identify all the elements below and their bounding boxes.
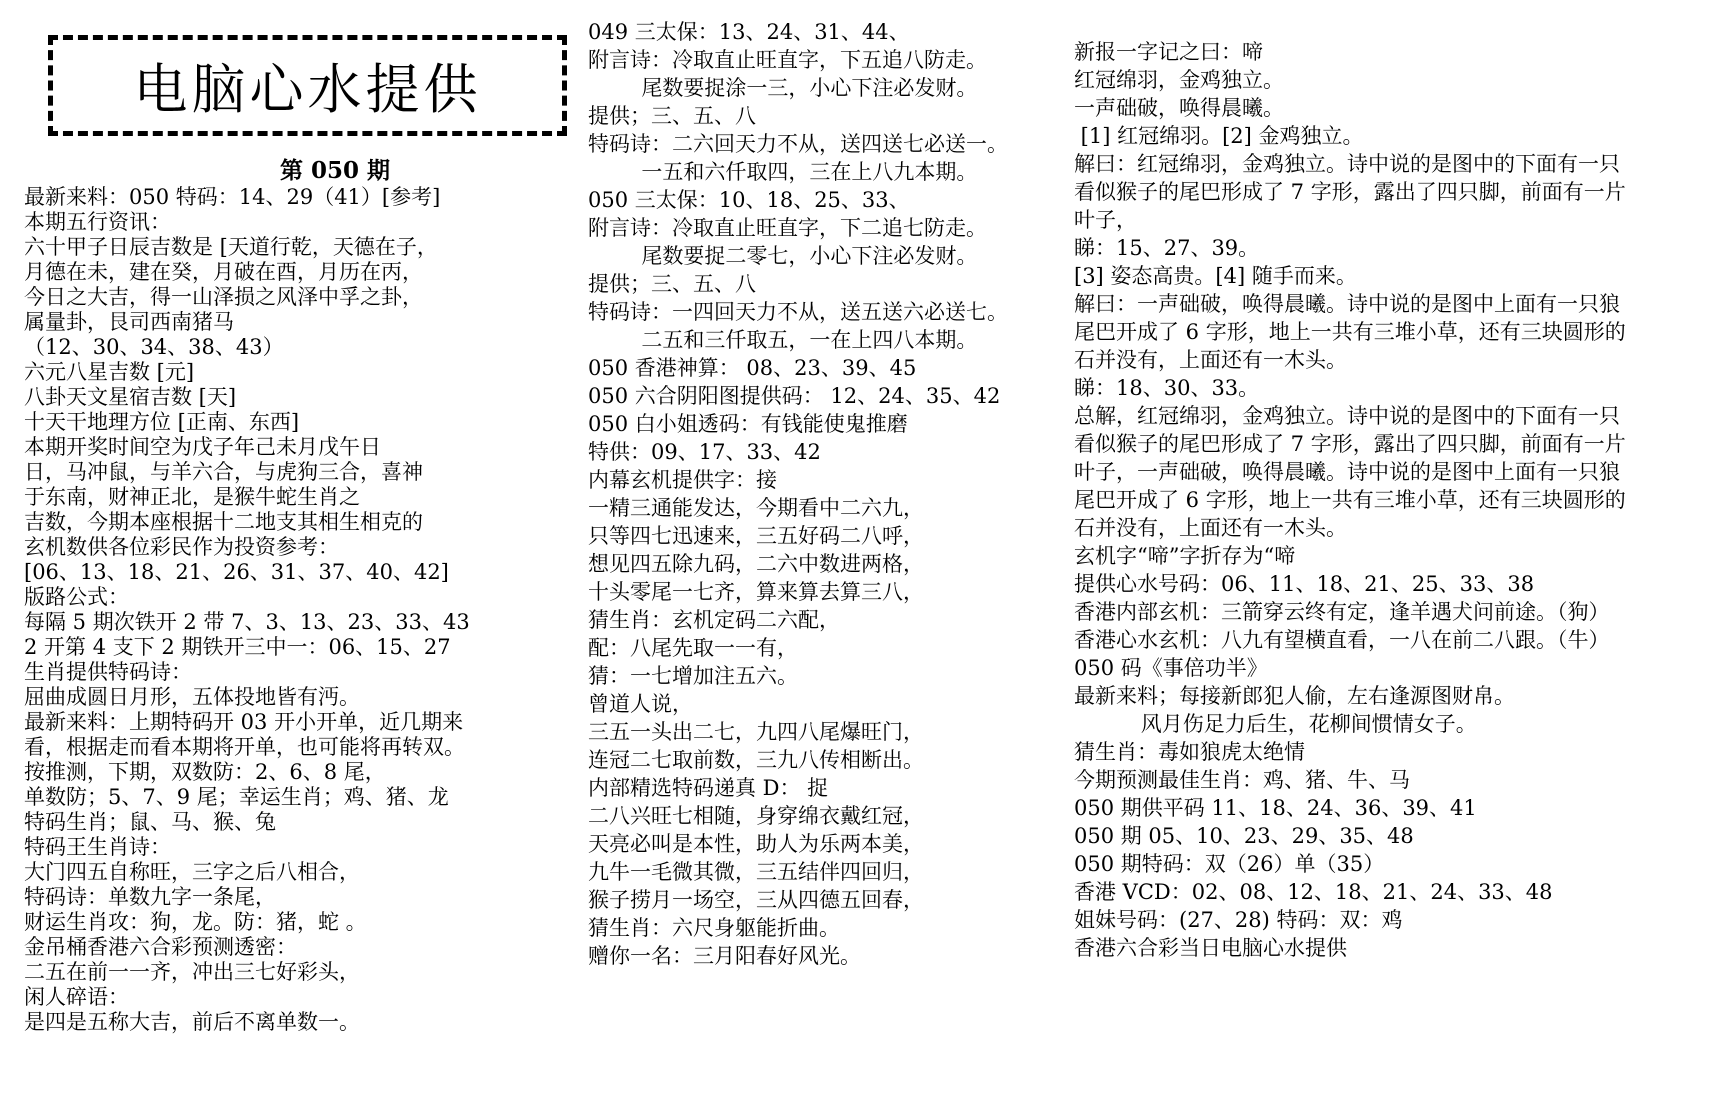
col3-text-line: 姐妹号码：(27、28) 特码：双：鸡 <box>1074 908 1403 932</box>
col3-text-line: 红冠绵羽，金鸡独立。 <box>1074 68 1284 92</box>
col2-text-line: 猜生肖：玄机定码二六配， <box>588 608 840 632</box>
col2-text-line: 050 香港神算： 08、23、39、45 <box>588 356 917 380</box>
col3-text-line: 看似猴子的尾巴形成了 7 字形，露出了四只脚，前面有一片 <box>1074 432 1626 456</box>
col1-text-line: 于东南，财神正北，是猴牛蛇生肖之 <box>24 485 360 509</box>
col3-text-line: 香港六合彩当日电脑心水提供 <box>1074 936 1347 960</box>
col3-text-line: 一声础破，唤得晨曦。 <box>1074 96 1284 120</box>
col1-text-line: 六十甲子日辰吉数是 [天道行乾，天德在子， <box>24 235 438 259</box>
col2-text-line: 三五一头出二七，九四八尾爆旺门， <box>588 720 924 744</box>
col1-text-line: 六元八星吉数 [元] <box>24 360 195 384</box>
col3-text-line: 今期预测最佳生肖：鸡、猪、牛、马 <box>1074 768 1410 792</box>
col1-text-line: 十天干地理方位 [正南、东西] <box>24 410 300 434</box>
col1-text-line: 财运生肖攻：狗，龙。防：猪，蛇 。 <box>24 910 367 934</box>
col3-text-line: 提供心水号码：06、11、18、21、25、33、38 <box>1074 572 1535 596</box>
col2-text-line: 二八兴旺七相随，身穿绵衣戴红冠， <box>588 804 924 828</box>
col2-text-line: 猜生肖：六尺身躯能折曲。 <box>588 916 840 940</box>
col1-text-line: 按推测，下期，双数防：2、6、8 尾， <box>24 760 386 784</box>
col1-text-line: 每隔 5 期次铁开 2 带 7、3、13、23、33、43 <box>24 610 470 634</box>
col1-text-line: 大门四五自称旺，三字之后八相合， <box>24 860 360 884</box>
col1-text-line: 玄机数供各位彩民作为投资参考： <box>24 535 339 559</box>
col1-text-line: 最新来料：上期特码开 03 开小开单，近几期来 <box>24 710 464 734</box>
col2-text-line: 连冠二七取前数，三九八传相断出。 <box>588 748 924 772</box>
col2-text-line: 配：八尾先取一一有， <box>588 636 798 660</box>
col1-text-line: （12、30、34、38、43） <box>24 335 284 359</box>
col3-text-line: 尾巴开成了 6 字形，地上一共有三堆小草，还有三块圆形的 <box>1074 488 1626 512</box>
col2-text-line: 尾数要捉二零七，小心下注必发财。 <box>588 244 978 268</box>
col2-text-line: 尾数要捉涂一三，小心下注必发财。 <box>588 76 978 100</box>
col3-text-line: 叶子，一声础破，唤得晨曦。诗中说的是图中上面有一只狼 <box>1074 460 1620 484</box>
col1-text-line: 月德在未，建在癸，月破在酉，月历在丙， <box>24 260 423 284</box>
col2-text-line: 只等四七迅速来，三五好码二八呼， <box>588 524 924 548</box>
col3-text-line: 050 期 05、10、23、29、35、48 <box>1074 824 1414 848</box>
col1-text-line: 单数防；5、7、9 尾；幸运生肖；鸡、猪、龙 <box>24 785 449 809</box>
col2-text-line: 想见四五除九码，二六中数进两格， <box>588 552 924 576</box>
col2-text-line: 内部精选特码递真 D： 捉 <box>588 776 829 800</box>
col2-text-line: 曾道人说， <box>588 692 693 716</box>
col2-text-line: 十头零尾一七齐，算来算去算三八， <box>588 580 924 604</box>
page-title: 电脑心水提供 <box>133 58 482 121</box>
col3-text-line: 总解，红冠绵羽，金鸡独立。诗中说的是图中的下面有一只 <box>1074 404 1620 428</box>
col3-text-line: 风月伤足力后生，花柳间惯情女子。 <box>1074 712 1477 736</box>
col1-text-line: 是四是五称大吉，前后不离单数一。 <box>24 1010 360 1034</box>
col2-text-line: 050 三太保：10、18、25、33、 <box>588 188 910 212</box>
col2-text-line: 猜：一七增加注五六。 <box>588 664 798 688</box>
col1-text-line: 特码王生肖诗： <box>24 835 171 859</box>
col1-text-line: 二五在前一一齐，冲出三七好彩头， <box>24 960 360 984</box>
col2-text-line: 天亮必叫是本性，助人为乐两本美， <box>588 832 924 856</box>
issue-number: 第 050 期 <box>280 157 391 184</box>
col2-text-line: 提供；三、五、八 <box>588 104 756 128</box>
title-box <box>48 35 567 136</box>
col3-text-line: [1] 红冠绵羽。[2] 金鸡独立。 <box>1074 124 1364 148</box>
col1-text-line: 2 开第 4 支下 2 期铁开三中一：06、15、27 <box>24 635 451 659</box>
col1-text-line: [06、13、18、21、26、31、37、40、42] <box>24 560 449 584</box>
col3-text-line: 050 码《事倍功半》 <box>1074 656 1268 680</box>
col3-text-line: 香港心水玄机：八九有望横直看，一八在前二八跟。（牛） <box>1074 628 1610 652</box>
col3-text-line: 050 期特码：双（26）单（35） <box>1074 852 1385 876</box>
col1-text-line: 版路公式： <box>24 585 129 609</box>
col3-text-line: 叶子， <box>1074 208 1137 232</box>
col2-text-line: 猴子捞月一场空，三从四德五回春， <box>588 888 924 912</box>
col3-text-line: 睇：18、30、33。 <box>1074 376 1260 400</box>
col2-text-line: 提供；三、五、八 <box>588 272 756 296</box>
col2-text-line: 特码诗：一四回天力不从，送五送六必送七。 <box>588 300 1008 324</box>
col2-text-line: 特供：09、17、33、42 <box>588 440 821 464</box>
col2-text-line: 一五和六仟取四，三在上八九本期。 <box>588 160 978 184</box>
col1-text-line: 属量卦，艮司西南猪马 <box>24 310 234 334</box>
col1-text-line: 屈曲成圆日月形，五体投地皆有沔。 <box>24 685 360 709</box>
col3-text-line: [3] 姿态高贵。[4] 随手而来。 <box>1074 264 1357 288</box>
col3-text-line: 最新来料；每接新郎犯人偷，左右逢源图财帛。 <box>1074 684 1515 708</box>
col2-text-line: 特码诗：二六回天力不从，送四送七必送一。 <box>588 132 1008 156</box>
col1-text-line: 八卦天文星宿吉数 [天] <box>24 385 237 409</box>
col2-text-line: 二五和三仟取五，一在上四八本期。 <box>588 328 978 352</box>
col2-text-line: 内幕玄机提供字：接 <box>588 468 777 492</box>
col1-text-line: 本期五行资讯： <box>24 210 171 234</box>
col1-text-line: 最新来料：050 特码：14、29（41）[参考] <box>24 185 441 209</box>
col2-text-line: 050 六合阴阳图提供码： 12、24、35、42 <box>588 384 1001 408</box>
col3-text-line: 看似猴子的尾巴形成了 7 字形，露出了四只脚，前面有一片 <box>1074 180 1626 204</box>
col3-text-line: 050 期供平码 11、18、24、36、39、41 <box>1074 796 1477 820</box>
col1-text-line: 日，马冲鼠，与羊六合，与虎狗三合，喜神 <box>24 460 423 484</box>
col1-text-line: 今日之大吉，得一山泽损之风泽中孚之卦， <box>24 285 423 309</box>
col3-text-line: 睇：15、27、39。 <box>1074 236 1260 260</box>
col3-text-line: 尾巴开成了 6 字形，地上一共有三堆小草，还有三块圆形的 <box>1074 320 1626 344</box>
col1-text-line: 生肖提供特码诗： <box>24 660 192 684</box>
col2-text-line: 一精三通能发达，今期看中二六九， <box>588 496 924 520</box>
col3-text-line: 解曰：一声础破，唤得晨曦。诗中说的是图中上面有一只狼 <box>1074 292 1620 316</box>
col1-text-line: 本期开奖时间空为戊子年己未月戊午日 <box>24 435 381 459</box>
col3-text-line: 玄机字“啼”字折存为“啼 <box>1074 544 1296 568</box>
col1-text-line: 特码生肖；鼠、马、猴、兔 <box>24 810 276 834</box>
col1-text-line: 看，根据走而看本期将开单，也可能将再转双。 <box>24 735 465 759</box>
col2-text-line: 附言诗：冷取直止旺直字，下五追八防走。 <box>588 48 987 72</box>
col3-text-line: 新报一字记之曰：啼 <box>1074 40 1263 64</box>
col3-text-line: 猜生肖：毒如狼虎太绝情 <box>1074 740 1305 764</box>
col2-text-line: 赠你一名：三月阳春好风光。 <box>588 944 861 968</box>
col1-text-line: 特码诗：单数九字一条尾， <box>24 885 276 909</box>
col3-text-line: 石并没有，上面还有一木头。 <box>1074 516 1347 540</box>
col3-text-line: 香港内部玄机：三箭穿云终有定，逢羊遇犬问前途。（狗） <box>1074 600 1610 624</box>
col1-text-line: 吉数，今期本座根据十二地支其相生相克的 <box>24 510 423 534</box>
col2-text-line: 附言诗：冷取直止旺直字，下二追七防走。 <box>588 216 987 240</box>
col2-text-line: 050 白小姐透码：有钱能使鬼推磨 <box>588 412 908 436</box>
col1-text-line: 金吊桶香港六合彩预测透密： <box>24 935 297 959</box>
col3-text-line: 石并没有，上面还有一木头。 <box>1074 348 1347 372</box>
col2-text-line: 九牛一毛微其微，三五结伴四回归， <box>588 860 924 884</box>
col1-text-line: 闲人碎语： <box>24 985 129 1009</box>
col2-text-line: 049 三太保：13、24、31、44、 <box>588 20 910 44</box>
col3-text-line: 解曰：红冠绵羽，金鸡独立。诗中说的是图中的下面有一只 <box>1074 152 1620 176</box>
col3-text-line: 香港 VCD：02、08、12、18、21、24、33、48 <box>1074 880 1553 904</box>
